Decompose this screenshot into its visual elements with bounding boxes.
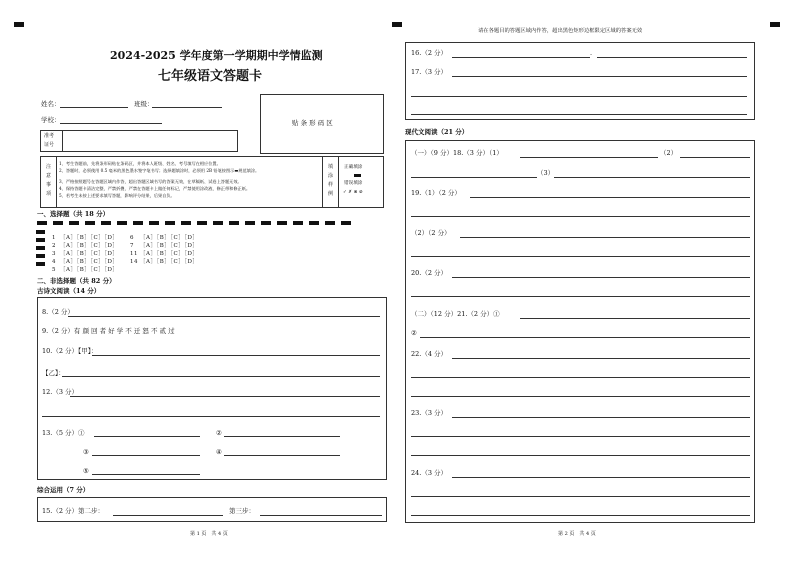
sheet-subtitle: 七年级语文答题卡 <box>158 69 263 84</box>
q18-answer-line[interactable] <box>520 157 658 158</box>
q10b-answer-line[interactable] <box>62 376 380 377</box>
fill-wrong-sample: ✓ ✗ ⊗ ⊘ <box>343 190 363 195</box>
timing-mark <box>36 238 45 242</box>
q12-label: 12.（3 分） <box>42 388 79 396</box>
sheet-title: 2024-2025 学年度第一学期期中学情监测 <box>110 49 323 62</box>
notes-divider <box>322 156 323 208</box>
choice-options[interactable]: ［A］［B］［C］［D］ <box>60 235 119 241</box>
timing-mark <box>36 262 45 266</box>
timing-marks <box>37 221 351 225</box>
choice-options[interactable]: ［A］［B］［C］［D］ <box>60 251 119 257</box>
q23-label: 23.（3 分） <box>411 409 448 417</box>
q16-separator: . <box>590 49 593 57</box>
q20-answer-line[interactable] <box>452 277 750 278</box>
comprehensive-heading: 综合运用（7 分） <box>37 486 90 494</box>
q23-answer-line[interactable] <box>411 455 750 456</box>
q23-answer-line[interactable] <box>411 436 750 437</box>
q9-label: 9.（2 分）有 颜 回 者 好 学 不 迁 怒 不 贰 过 <box>42 327 175 335</box>
q18-label: （一）（9 分）18.（3 分）（1） <box>411 149 503 157</box>
choice-options[interactable]: ［A］［B］［C］［D］ <box>140 235 199 241</box>
name-field[interactable] <box>60 107 128 108</box>
choice-options[interactable]: ［A］［B］［C］［D］ <box>140 243 199 249</box>
q18-answer-line[interactable] <box>680 157 750 158</box>
fill-label: 涂 <box>328 173 334 179</box>
choice-num: 2 <box>52 243 56 249</box>
modern-reading-heading: 现代文阅读（21 分） <box>405 128 469 136</box>
fill-label: 例 <box>328 191 334 197</box>
q16-answer-line[interactable] <box>597 57 747 58</box>
choice-options[interactable]: ［A］［B］［C］［D］ <box>140 251 199 257</box>
q21-answer-line[interactable] <box>420 337 750 338</box>
q18-answer-line[interactable] <box>554 177 750 178</box>
q20-answer-line[interactable] <box>411 296 750 297</box>
class-label: 班级： <box>134 100 154 108</box>
note-item: 1、考生答题前，先将条形码贴在条码区，并将本人班级、姓名、考号填写在相应位置。 <box>59 161 221 166</box>
notes-label: 注 <box>46 164 52 170</box>
q8-label: 8.（2 分） <box>42 308 74 316</box>
q19-label: 19.（1）（2 分） <box>411 189 461 197</box>
q19b-answer-line[interactable] <box>411 256 750 257</box>
exam-number-label: 证号 <box>44 142 55 148</box>
poetry-heading: 古诗文阅读（14 分） <box>37 287 101 295</box>
q22-answer-line[interactable] <box>452 358 750 359</box>
barcode-label: 贴 条 形 码 区 <box>292 119 333 127</box>
choice-num: 7 <box>130 243 134 249</box>
choice-num: 11 <box>130 251 138 257</box>
q13-label: ④ <box>216 448 222 456</box>
choice-num: 14 <box>130 259 138 265</box>
page-footer: 第 1 页 共 4 页 <box>190 531 228 537</box>
notes-label: 意 <box>46 173 52 179</box>
q20-label: 20.（2 分） <box>411 269 448 277</box>
fill-correct-sample <box>354 174 361 177</box>
choice-options[interactable]: ［A］［B］［C］［D］ <box>60 243 119 249</box>
fill-correct-text: 正确填涂 <box>344 165 363 170</box>
corner-marker <box>14 22 24 27</box>
notes-divider <box>338 156 339 208</box>
section-choice-heading: 一、选择题（共 18 分） <box>37 210 110 218</box>
q10-label: 10.（2 分）【甲】： <box>42 347 98 355</box>
q24-answer-line[interactable] <box>411 515 750 516</box>
notes-label: 项 <box>46 191 52 197</box>
name-label: 姓名： <box>41 100 61 108</box>
corner-marker <box>770 22 780 27</box>
q15b-answer-line[interactable] <box>260 515 382 516</box>
q17-answer-line[interactable] <box>411 114 747 115</box>
notes-label: 事 <box>46 182 52 188</box>
q24-answer-line[interactable] <box>452 477 750 478</box>
q18-label: （2） <box>660 149 678 157</box>
note-item: 5、若考生未按上述要求填写答题，影响评分结果，后果自负。 <box>59 193 175 198</box>
q13-answer-line[interactable] <box>92 474 200 475</box>
q16-answer-line[interactable] <box>452 57 590 58</box>
q13-label: ③ <box>83 448 89 456</box>
q17-label: 17.（3 分） <box>411 68 448 76</box>
q8-answer-line[interactable] <box>68 316 380 317</box>
choice-num: 1 <box>52 235 56 241</box>
timing-mark <box>36 246 45 250</box>
exam-number-divider <box>62 130 63 152</box>
choice-num: 5 <box>52 267 56 273</box>
q22-label: 22.（4 分） <box>411 350 448 358</box>
q15-answer-line[interactable] <box>113 515 223 516</box>
fill-wrong-text: 错误填涂 <box>344 181 363 186</box>
q18-answer-line[interactable] <box>411 177 537 178</box>
note-item: 3、严格按照题号在答题区域内作答，超出答题区域书写的答案无效，在草稿纸、试卷上答题无效。 <box>59 179 242 184</box>
q12-answer-line[interactable] <box>42 416 380 417</box>
q18-label: （3） <box>537 169 555 177</box>
choice-options[interactable]: ［A］［B］［C］［D］ <box>60 259 119 265</box>
q13-label: ⑤ <box>83 467 89 475</box>
choice-num: 3 <box>52 251 56 257</box>
q16-label: 16.（2 分） <box>411 49 448 57</box>
q21-label: （二）（12 分）21.（2 分）① <box>411 310 500 318</box>
q13-answer-line[interactable] <box>92 455 200 456</box>
q23-answer-line[interactable] <box>452 417 750 418</box>
note-item: 2、答题时，必须使用 0.5 毫米的黑色墨水签字笔书写；选择题填涂时，必须用 2B 铅笔按图示▬规范填涂。 <box>59 168 260 173</box>
notes-divider <box>56 156 57 208</box>
exam-number-label: 准考 <box>44 133 55 139</box>
q15-label: 15.（2 分）第二步： <box>42 507 105 515</box>
q13-label: ② <box>216 429 222 437</box>
q21-label: ② <box>411 329 417 337</box>
class-field[interactable] <box>152 107 222 108</box>
school-label: 学校： <box>41 116 61 124</box>
q19-answer-line[interactable] <box>411 216 750 217</box>
poetry-answer-box <box>37 297 387 480</box>
q13-answer-line[interactable] <box>94 436 200 437</box>
right-header-note: 请在各题目的答题区域内作答，超出黑色矩形边框限定区域的答案无效 <box>478 28 643 34</box>
q16-17-answer-box <box>405 42 755 120</box>
q10b-label: 【乙】： <box>42 369 65 377</box>
choice-num: 4 <box>52 259 56 265</box>
page-footer: 第 2 页 共 4 页 <box>558 531 596 537</box>
school-field[interactable] <box>60 123 162 124</box>
fill-label: 样 <box>328 182 334 188</box>
q13-answer-line[interactable] <box>224 436 340 437</box>
q12-answer-line[interactable] <box>70 396 380 397</box>
q21-answer-line[interactable] <box>520 318 750 319</box>
choice-options[interactable]: ［A］［B］［C］［D］ <box>140 259 199 265</box>
choice-num: 6 <box>130 235 134 241</box>
q17-answer-line[interactable] <box>411 96 747 97</box>
q24-answer-line[interactable] <box>411 496 750 497</box>
q10-answer-line[interactable] <box>92 355 380 356</box>
q15b-label: 第三步： <box>229 507 255 515</box>
q17-answer-line[interactable] <box>452 76 747 77</box>
q13-label: 13.（5 分）① <box>42 429 85 437</box>
timing-mark <box>36 230 45 234</box>
corner-marker <box>392 22 402 27</box>
q22-answer-line[interactable] <box>411 377 750 378</box>
choice-options[interactable]: ［A］［B］［C］［D］ <box>60 267 119 273</box>
q22-answer-line[interactable] <box>411 396 750 397</box>
q19-answer-line[interactable] <box>470 197 750 198</box>
note-item: 4、保持答题卡清洁完整，严禁折叠，严禁在答题卡上做任何标记，严禁使用涂改液、修正带和修正纸。 <box>59 186 251 191</box>
q19b-label: （2）（2 分） <box>411 229 451 237</box>
q13-answer-line[interactable] <box>224 455 340 456</box>
q24-label: 24.（3 分） <box>411 469 448 477</box>
fill-label: 填 <box>328 164 334 170</box>
timing-mark <box>36 254 45 258</box>
q19b-answer-line[interactable] <box>460 237 750 238</box>
section-nonchoice-heading: 二、非选择题（共 82 分） <box>37 277 116 285</box>
exam-number-box[interactable] <box>40 130 238 152</box>
